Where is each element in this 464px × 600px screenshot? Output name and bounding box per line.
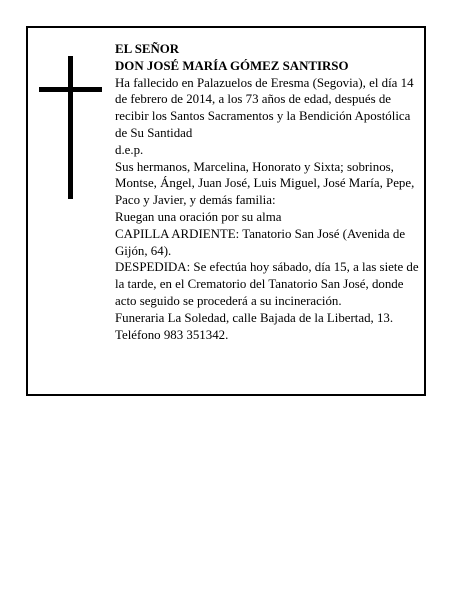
funeral-home-info: Funeraria La Soledad, calle Bajada de la Libertad, 13. Teléfono 983 351342.: [115, 310, 394, 342]
cross-vertical-bar: [68, 56, 73, 199]
farewell-info: DESPEDIDA: Se efectúa hoy sábado, día 15, a las siete de la tarde, en el Crematorio del Tanatorio San José, donde acto seguido se procederá a su incineración.: [115, 260, 419, 308]
death-announcement: Ha fallecido en Palazuelos de Eresma (Segovia), el día 14 de febrero de 2014, a los 73 años de edad, después de recibir los Santos Sacramentos y la Bendición Apostólica de Su Santidad: [115, 75, 414, 140]
prayer-request: Ruegan una oración por su alma: [115, 209, 282, 224]
family-list: Sus hermanos, Marcelina, Honorato y Sixta; sobrinos, Montse, Ángel, Juan José, Luis Miguel, José María, Pepe, Paco y Javier, y demás familia:: [115, 159, 415, 208]
deceased-name: DON JOSÉ MARÍA GÓMEZ SANTIRSO: [115, 58, 349, 73]
notice-text: [115, 41, 421, 343]
notice-title-honorific: EL SEÑOR: [115, 42, 180, 56]
obituary-notice: [26, 26, 426, 396]
chapel-info: CAPILLA ARDIENTE: Tanatorio San José (Avenida de Gijón, 64).: [115, 226, 406, 258]
rest-in-peace: d.e.p.: [115, 142, 144, 157]
cross-horizontal-bar: [39, 87, 102, 92]
